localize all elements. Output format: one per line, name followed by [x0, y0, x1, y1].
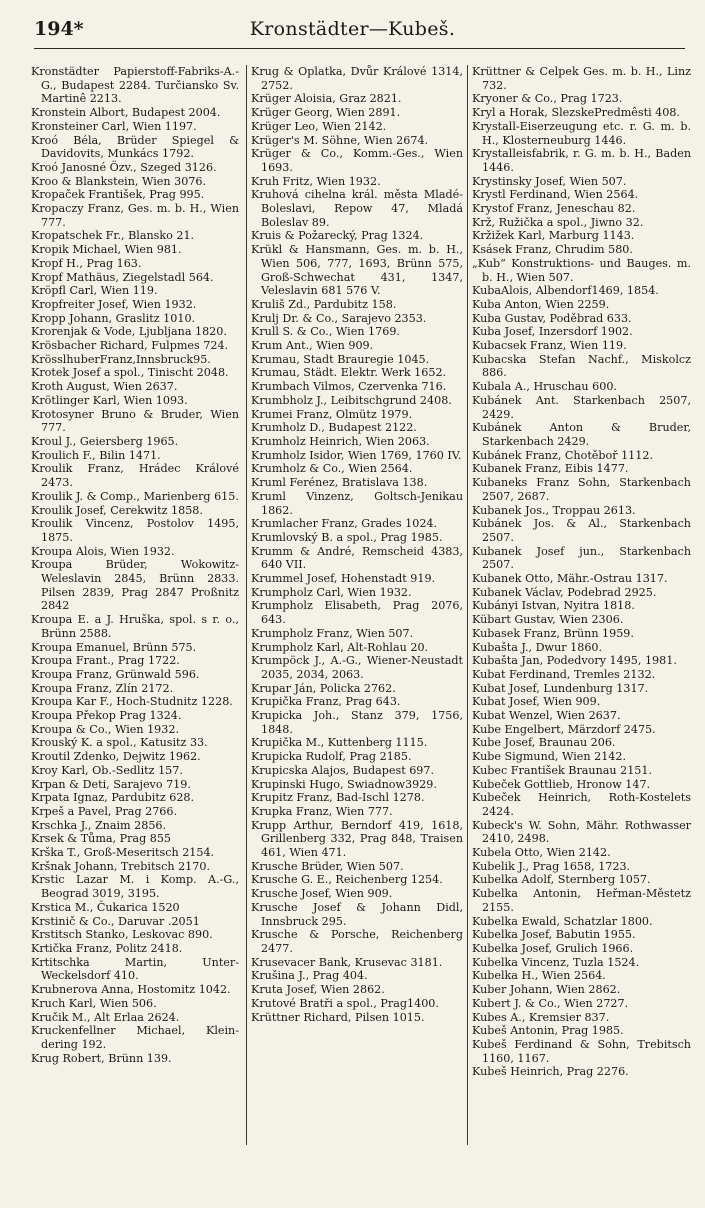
directory-entry: Kroupa Franz, Grünwald 596.: [31, 667, 200, 681]
directory-entry: Krouský K. a spol., Katusitz 33.: [31, 736, 208, 750]
directory-columns: [31, 65, 691, 1185]
directory-entry: Kubeš Ferdinand & Sohn, Trebitsch 1160, 1167.: [472, 1037, 691, 1065]
directory-entry: Krumlovský B. a spol., Prag 1985.: [251, 530, 443, 544]
directory-entry: Kubanek Jos., Troppau 2613.: [472, 503, 636, 517]
directory-entry: Kubeček Gottlieb, Hronow 147.: [472, 777, 651, 791]
directory-entry: Kruhová cihelna král. města Mladé-Boleslavi, Repow 47, Mladá Boleslav 89.: [251, 188, 463, 229]
directory-entry: Kubányi Istvan, Nyitra 1818.: [472, 599, 635, 613]
directory-entry: Kubat Josef, Wien 909.: [472, 695, 601, 709]
directory-entry: Kroupa Překop Prag 1324.: [31, 709, 182, 723]
directory-entry: Kručik M., Alt Erlaa 2624.: [31, 1010, 180, 1024]
directory-entry: Kube Josef, Braunau 206.: [472, 736, 616, 750]
directory-entry: Kubašta J., Dwur 1860.: [472, 640, 603, 654]
directory-entry: Krstitsch Stanko, Leskovac 890.: [31, 928, 213, 942]
directory-entry: Krubnerova Anna, Hostomitz 1042.: [31, 983, 231, 997]
page-header: [20, 16, 685, 46]
directory-entry: Krusche Josef & Johann Didl, Innsbruck 295.: [251, 900, 463, 928]
directory-entry: Kubat Wenzel, Wien 2637.: [472, 709, 621, 723]
directory-entry: Kubelik J., Prag 1658, 1723.: [472, 859, 631, 873]
directory-entry: Kryl a Horak, SlezskePredmêsti 408.: [472, 106, 680, 120]
directory-entry: Krug & Oplatka, Dvůr Králové 1314, 2752.: [251, 65, 463, 92]
directory-entry: Kropaček František, Prag 995.: [31, 188, 205, 202]
directory-entry: Krpan & Deti, Sarajevo 719.: [31, 777, 191, 791]
directory-entry: Kropf H., Prag 163.: [31, 256, 142, 270]
directory-entry: Krumlacher Franz, Grades 1024.: [251, 517, 438, 531]
directory-entry: „Kub“ Konstruktions- und Bauges. m. b. H., Wien 507.: [472, 256, 691, 284]
directory-entry: Kuba Gustav, Poděbrad 633.: [472, 311, 632, 325]
directory-entry: Krumau, Stadt Brauregie 1045.: [251, 352, 430, 366]
directory-entry: Kubeš Antonin, Prag 1985.: [472, 1024, 624, 1038]
directory-entry: Krusche G. E., Reichenberg 1254.: [251, 873, 443, 887]
directory-entry: Kroupa Frant., Prag 1722.: [31, 654, 180, 668]
directory-entry: Kruh Fritz, Wien 1932.: [251, 174, 381, 188]
directory-entry: Kubaneks Franz Sohn, Starkenbach 2507, 2687.: [472, 476, 691, 503]
directory-entry: Kruta Josef, Wien 2862.: [251, 983, 385, 997]
directory-entry: Kroó Béla, Brüder Spiegel & Davidovits, Munkács 1792.: [31, 133, 239, 161]
directory-entry: Kubanek Otto, Mähr.-Ostrau 1317.: [472, 572, 668, 586]
directory-entry: Krusche Brüder, Wien 507.: [251, 859, 404, 873]
directory-entry: Kropatschek Fr., Blansko 21.: [31, 229, 195, 243]
directory-entry: Krystall-Eiserzeugung etc. r. G. m. b. H., Klosterneuburg 1446.: [472, 119, 691, 147]
directory-entry: Krug Robert, Brünn 139.: [31, 1051, 172, 1065]
directory-entry: Krüger's M. Söhne, Wien 2674.: [251, 133, 429, 147]
directory-entry: Krupar Ján, Policka 2762.: [251, 681, 396, 695]
directory-entry: Kruis & Požarecký, Prag 1324.: [251, 229, 424, 243]
directory-entry: Krstic Lazar M. i Komp. A.-G., Beograd 3019, 3195.: [31, 873, 239, 901]
directory-entry: Kršnak Johann, Trebitsch 2170.: [31, 859, 210, 873]
directory-entry: Kubanek Václav, Podebrad 2925.: [472, 585, 657, 599]
directory-entry: Krüttner Richard, Pilsen 1015.: [251, 1010, 425, 1024]
directory-entry: Krtitschka Martin, Unter-Weckelsdorf 410.: [31, 955, 239, 983]
directory-entry: Krpeš a Pavel, Prag 2766.: [31, 804, 178, 818]
directory-entry: Krystalleisfabrik, r. G. m. b. H., Baden 1446.: [472, 147, 691, 174]
directory-entry: Kuba Josef, Inzersdorf 1902.: [472, 325, 633, 339]
directory-entry: Kruch Karl, Wien 506.: [31, 996, 157, 1010]
directory-entry: Kröpfl Carl, Wien 119.: [31, 284, 158, 298]
directory-entry: Krumholz Isidor, Wien 1769, 1760 IV.: [251, 448, 462, 462]
directory-entry: Kroulik Franz, Hrádec Králové 2473.: [31, 462, 239, 490]
directory-column-3: [472, 65, 691, 1175]
directory-entry: Krutové Bratři a spol., Prag1400.: [251, 996, 439, 1010]
directory-entry: Kube Sigmund, Wien 2142.: [472, 750, 626, 764]
directory-entry: Krupinski Hugo, Swiadnow3929.: [251, 777, 437, 791]
column-divider: [467, 65, 468, 1145]
directory-entry: Krystof Franz, Jeneschau 82.: [472, 202, 636, 216]
directory-entry: Kroulik Vincenz, Postolov 1495, 1875.: [31, 517, 239, 544]
directory-entry: Kroupa Alois, Wien 1932.: [31, 544, 175, 558]
directory-entry: Kroó Janosné Özv., Szeged 3126.: [31, 160, 217, 174]
directory-entry: Kubelka Antonin, Heřman-Městetz 2155.: [472, 887, 691, 914]
directory-entry: KubaAlois, Albendorf1469, 1854.: [472, 284, 659, 298]
directory-entry: Krusche Josef, Wien 909.: [251, 887, 393, 901]
directory-entry: Kube Engelbert, Märzdorf 2475.: [472, 722, 656, 736]
directory-entry: Kubacsek Franz, Wien 119.: [472, 339, 627, 353]
directory-entry: Kropf Mathäus, Ziegelstadl 564.: [31, 270, 214, 284]
directory-entry: Krystl Ferdinand, Wien 2564.: [472, 188, 639, 202]
directory-entry: Kropaczy Franz, Ges. m. b. H., Wien 777.: [31, 202, 239, 229]
directory-entry: Kubes A., Kremsier 837.: [472, 1010, 610, 1024]
directory-entry: Krupička Franz, Prag 643.: [251, 695, 401, 709]
directory-entry: Kubeck's W. Sohn, Mähr. Rothwasser 2410, 2498.: [472, 818, 691, 846]
directory-entry: Krtička Franz, Politz 2418.: [31, 942, 183, 955]
directory-entry: Kubasek Franz, Brünn 1959.: [472, 626, 634, 640]
directory-entry: Krška T., Groß-Meseritsch 2154.: [31, 846, 215, 860]
directory-entry: Kübart Gustav, Wien 2306.: [472, 613, 624, 627]
directory-entry: Kroupa E. a J. Hruška, spol. s r. o., Brünn 2588.: [31, 613, 239, 640]
directory-entry: Krumholz & Co., Wien 2564.: [251, 462, 413, 476]
directory-entry: Kropik Michael, Wien 981.: [31, 243, 182, 257]
directory-entry: Kubela Otto, Wien 2142.: [472, 846, 611, 860]
directory-entry: Kruml Vinzenz, Goltsch-Jenikau 1862.: [251, 489, 463, 517]
directory-entry: Kuba Anton, Wien 2259.: [472, 297, 610, 311]
directory-entry: Kubat Josef, Lundenburg 1317.: [472, 681, 649, 695]
directory-entry: Krulj Dr. & Co., Sarajevo 2353.: [251, 311, 427, 325]
directory-entry: Kubašta Jan, Podedvory 1495, 1981.: [472, 654, 677, 668]
directory-entry: Kroutil Zdenko, Dejwitz 1962.: [31, 750, 201, 764]
directory-entry: KrösslhuberFranz,Innsbruck95.: [31, 352, 211, 366]
running-title: Kronstädter—Kubeš.: [249, 18, 456, 40]
directory-entry: Kroy Karl, Ob.-Sedlitz 157.: [31, 763, 183, 777]
directory-entry: Krumholz D., Budapest 2122.: [251, 421, 417, 435]
directory-entry: Kropfreiter Josef, Wien 1932.: [31, 297, 197, 311]
directory-entry: Kroulich F., Bilin 1471.: [31, 448, 161, 462]
directory-entry: Krötlinger Karl, Wien 1093.: [31, 393, 188, 407]
directory-entry: Krotek Josef a spol., Tinischt 2048.: [31, 366, 229, 380]
directory-entry: Kroo & Blankstein, Wien 3076.: [31, 174, 207, 188]
directory-entry: Krumau, Städt. Elektr. Werk 1652.: [251, 366, 447, 380]
directory-entry: Krull S. & Co., Wien 1769.: [251, 325, 400, 339]
directory-entry: Kroth August, Wien 2637.: [31, 380, 178, 394]
directory-entry: Krupicska Alajos, Budapest 697.: [251, 763, 435, 777]
directory-entry: Kubelka Ewald, Schatzlar 1800.: [472, 914, 653, 928]
directory-entry: Kroupa Kar F., Hoch-Studnitz 1228.: [31, 695, 233, 709]
directory-entry: Kubánek Ant. Starkenbach 2507, 2429.: [472, 393, 691, 421]
directory-entry: Krumm & André, Remscheid 4383, 640 VII.: [251, 544, 463, 572]
directory-entry: Kubeš Heinrich, Prag 2276.: [472, 1065, 629, 1079]
directory-entry: Krsek & Tůma, Prag 855: [31, 832, 172, 846]
directory-entry: Kubala A., Hruschau 600.: [472, 380, 617, 394]
directory-entry: Kubelka Adolf, Sternberg 1057.: [472, 873, 651, 887]
directory-entry: Krösbacher Richard, Fulpmes 724.: [31, 339, 229, 353]
directory-column-1: [31, 65, 239, 1175]
directory-entry: Kronsteiner Carl, Wien 1197.: [31, 119, 197, 133]
directory-entry: Kubat Ferdinand, Tremles 2132.: [472, 667, 656, 681]
directory-entry: Krupicka Joh., Stanz 379, 1756, 1848.: [251, 709, 463, 736]
header-rule: [34, 48, 685, 49]
directory-entry: Kubánek Anton & Bruder, Starkenbach 2429.: [472, 421, 691, 448]
directory-entry: Kruml Ferénez, Bratislava 138.: [251, 476, 428, 490]
directory-entry: Kubanek Josef jun., Starkenbach 2507.: [472, 544, 691, 572]
directory-entry: Krumpholz Franz, Wien 507.: [251, 626, 414, 640]
directory-entry: Kuber Johann, Wien 2862.: [472, 983, 621, 997]
directory-entry: Krüttner & Celpek Ges. m. b. H., Linz 732.: [472, 65, 691, 92]
directory-entry: Kroulik J. & Comp., Marienberg 615.: [31, 489, 239, 503]
directory-entry: Krstinič & Co., Daruvar .2051: [31, 914, 200, 928]
directory-entry: Krumei Franz, Olmütz 1979.: [251, 407, 413, 421]
directory-entry: Kroupa Brüder, Wokowitz-Weleslavin 2845, Brünn 2833. Pilsen 2839, Prag 2847 Proßnitz 2842: [31, 558, 239, 613]
directory-entry: Kronstädter Papierstoff-Fabriks-A.-G., Budapest 2284. Turčiansko Sv. Martinê 2213.: [31, 65, 239, 106]
directory-entry: Kroulik Josef, Cerekwitz 1858.: [31, 503, 203, 517]
directory-entry: Kubelka Josef, Babutin 1955.: [472, 928, 636, 942]
directory-entry: Krorenjak & Vode, Ljubljana 1820.: [31, 325, 227, 339]
directory-entry: Krystinsky Josef, Wien 507.: [472, 174, 627, 188]
directory-entry: Kroupa Franz, Zlín 2172.: [31, 681, 174, 695]
directory-entry: Kroupa Emanuel, Brünn 575.: [31, 640, 197, 654]
directory-entry: Krupp Arthur, Berndorf 419, 1618, Grillenberg 332, Prag 848, Traisen 461, Wien 471.: [251, 818, 463, 860]
directory-entry: Kroul J., Geiersberg 1965.: [31, 434, 179, 448]
directory-entry: Krum Ant., Wien 909.: [251, 339, 374, 353]
directory-entry: Ksásek Franz, Chrudim 580.: [472, 243, 633, 257]
page-number: 194*: [34, 18, 84, 40]
directory-entry: Kroupa & Co., Wien 1932.: [31, 722, 179, 736]
directory-entry: Kubanek Franz, Eibis 1477.: [472, 462, 629, 476]
directory-entry: Kržižek Karl, Marburg 1143.: [472, 229, 635, 243]
directory-entry: Krusche & Porsche, Reichenberg 2477.: [251, 928, 463, 955]
directory-entry: Krumholz Heinrich, Wien 2063.: [251, 434, 430, 448]
directory-entry: Krummel Josef, Hohenstadt 919.: [251, 572, 436, 586]
directory-entry: Kruliš Zd., Pardubitz 158.: [251, 297, 397, 311]
directory-entry: Krüger Leo, Wien 2142.: [251, 119, 387, 133]
column-divider: [246, 65, 247, 1145]
directory-entry: Krumpholz Carl, Wien 1932.: [251, 585, 412, 599]
directory-entry: Kronstein Albort, Budapest 2004.: [31, 106, 221, 120]
directory-entry: Kubelka Josef, Grulich 1966.: [472, 942, 634, 955]
directory-entry: Krumbach Vilmos, Czervenka 716.: [251, 380, 447, 394]
directory-entry: Krotosyner Bruno & Bruder, Wien 777.: [31, 407, 239, 435]
directory-entry: Krumbholz J., Leibitschgrund 2408.: [251, 393, 452, 407]
directory-entry: Krupitz Franz, Bad-Ischl 1278.: [251, 791, 425, 805]
directory-entry: Krupka Franz, Wien 777.: [251, 804, 393, 818]
directory-entry: Krusevacer Bank, Krusevac 3181.: [251, 955, 443, 969]
directory-entry: Kubacska Stefan Nachf., Miskolcz 886.: [472, 352, 691, 380]
directory-entry: Kryoner & Co., Prag 1723.: [472, 92, 623, 106]
directory-entry: Krž, Ružička a spol., Jiwno 32.: [472, 215, 644, 229]
directory-entry: Krupička M., Kuttenberg 1115.: [251, 736, 428, 750]
directory-entry: Kubánek Jos. & Al., Starkenbach 2507.: [472, 517, 691, 544]
directory-entry: Krumpholz Karl, Alt-Rohlau 20.: [251, 640, 429, 654]
directory-column-2: [251, 65, 463, 1175]
directory-entry: Kubeček Heinrich, Roth-Kostelets 2424.: [472, 791, 691, 818]
directory-entry: Krupicka Rudolf, Prag 2185.: [251, 750, 412, 764]
directory-entry: Krušina J., Prag 404.: [251, 969, 368, 983]
directory-entry: Krükl & Hansmann, Ges. m. b. H., Wien 506, 777, 1693, Brünn 575, Groß-Schwechat 431, 1347, Veleslavin 681 576 V.: [251, 243, 463, 298]
directory-entry: Krstica M., Čukarica 1520: [31, 900, 180, 914]
directory-entry: Krumpöck J., A.-G., Wiener-Neustadt 2035, 2034, 2063.: [251, 654, 463, 681]
directory-entry: Krüger Aloisia, Graz 2821.: [251, 92, 402, 106]
directory-entry: Krumpholz Elisabeth, Prag 2076, 643.: [251, 599, 463, 627]
directory-entry: Krschka J., Znaim 2856.: [31, 818, 167, 832]
directory-entry: Kubelka H., Wien 2564.: [472, 969, 606, 983]
directory-entry: Kubánek Franz, Chotěboř 1112.: [472, 448, 653, 462]
directory-entry: Kropp Johann, Graslitz 1010.: [31, 311, 196, 325]
directory-entry: Krpata Ignaz, Pardubitz 628.: [31, 791, 195, 805]
directory-entry: Krüger Georg, Wien 2891.: [251, 106, 401, 120]
directory-entry: Kubert J. & Co., Wien 2727.: [472, 996, 629, 1010]
directory-entry: Kruckenfellner Michael, Klein-dering 192.: [31, 1024, 239, 1051]
directory-entry: Krüger & Co., Komm.-Ges., Wien 1693.: [251, 147, 463, 174]
directory-entry: Kubelka Vincenz, Tuzla 1524.: [472, 955, 640, 969]
directory-entry: Kubec František Braunau 2151.: [472, 763, 653, 777]
